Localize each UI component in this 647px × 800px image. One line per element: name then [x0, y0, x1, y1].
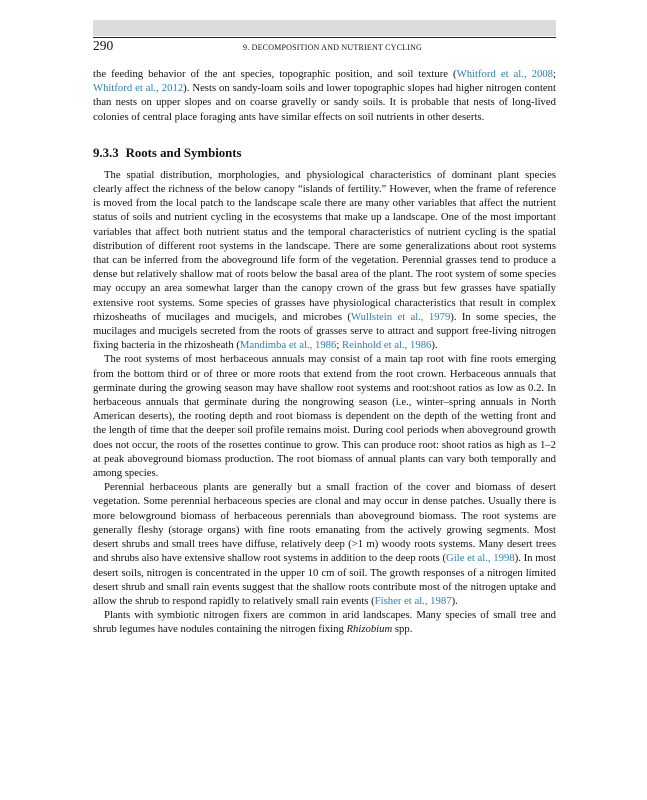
page-number: 290: [93, 38, 114, 53]
text-run: ).: [431, 339, 438, 352]
species-name: Rhizobium: [346, 623, 393, 636]
text-run: spp.: [392, 623, 413, 636]
section-title: Roots and Symbionts: [125, 145, 242, 160]
citation-link[interactable]: Reinhold et al., 1986: [342, 339, 432, 352]
citation-link[interactable]: Gile et al., 1998: [446, 552, 515, 565]
paragraph: [93, 67, 556, 124]
text-run: Plants with symbiotic nitrogen fixers are common in arid landscapes. Many species of small tree and shrub legumes have nodules containing the nitrogen fixing: [93, 609, 556, 636]
text-run: ).: [451, 594, 458, 607]
text-run: ). Nests on sandy-loam soils and lower topographic slopes had higher nitrogen content than nests on upper slopes and on coarse gravelly or sandy soils. It is probable that nests of long-lived colonies of central place foraging ants have similar effects on soil nutrients in other deserts.: [93, 82, 556, 123]
citation-link[interactable]: Whitford et al., 2008: [456, 68, 554, 80]
paragraph: [93, 352, 556, 480]
text-run: The root systems of most herbaceous annuals may consist of a main tap root with fine roots emerging from the bottom third or of three or more roots that extend from the root crown. Herbaceous annuals that germinate during the growing season may have shallow root systems and root:shoot ratios as low as 0.2. In herbaceous annuals that germinate during the nongrowing season (i.e., winter–spring annuals in North American deserts), the rooting depth and root biomass is dependent on the depth of the wetting front and the length of time that the deeper soil profile remains moist. During cool periods when aboveground growth does not occur, the roots of the rosettes continue to grow. This can produce root: shoot ratios as high as 1–2 at peak aboveground biomass production. The root biomass of annual plants can vary both temporally and among species.: [93, 353, 556, 480]
citation-link[interactable]: Fisher et al., 1987: [374, 594, 452, 607]
text-run: Perennial herbaceous plants are generally but a small fraction of the cover and biomass of desert vegetation. Some perennial herbaceous species are clonal and may occur in dense patches. Usually there is more belowground biomass of herbaceous perennials than aboveground biomass. The root systems are generally fleshy (storage organs) with fine roots emanating from the actively growing segments. Most desert shrubs and small trees have diffuse, relatively deep (>1 m) woody roots systems. Many desert trees and shrubs also have extensive shallow root systems in addition to the deep roots (: [93, 481, 556, 565]
section-number: 9.3.3: [93, 145, 119, 160]
page-header: [93, 37, 556, 57]
text-run: ). In some species, the mucilages and mucigels secreted from the roots of grasses serve to attract and support free-living nitrogen fixing bacteria in the rhizosheath (: [93, 310, 556, 352]
text-run: ;: [553, 68, 557, 80]
paragraph: [93, 480, 556, 608]
citation-link[interactable]: Wullstein et al., 1979: [350, 310, 451, 323]
text-run: ). In most desert soils, nitrogen is concentrated in the upper 10 cm of soil. The growth responses of a nitrogen limited desert shrub and small rain events suggest that the shallow roots contribute most of the nitrogen uptake and allow the shrub to respond rapidly to relatively small rain events (: [93, 552, 557, 607]
body-text: [93, 67, 556, 637]
text-run: the feeding behavior of the ant species, topographic position, and soil texture (: [93, 68, 457, 80]
running-head: 9. DECOMPOSITION AND NUTRIENT CYCLING: [243, 43, 423, 52]
header-bar: [93, 20, 556, 36]
section-heading: [93, 145, 556, 161]
paragraph: [93, 608, 556, 636]
citation-link[interactable]: Mandimba et al., 1986: [239, 339, 337, 352]
paragraph: [93, 168, 556, 353]
citation-link[interactable]: Whitford et al., 2012: [93, 82, 184, 95]
text-run: The spatial distribution, morphologies, and physiological characteristics of dominant plant species clearly affect the richness of the below canopy “islands of fertility.” However, when the frame of reference is moved from the local patch to the landscape scale there are many other variables that affect the nutrient status of soils and nutrient cycling in the ecosystems that make up a landscape. One of the most important variables that affect both nutrient status and the temporal characteristics of nutrient cycling is the spatial distribution of different root systems in the landscape. There are some generalizations about root systems that can be inferred from the aboveground life form of the vegetation. Perennial grasses tend to produce a dense but relatively shallow mat of roots below the basal area of the plant. The root system of some species may occupy an area somewhat larger than the canopy crown of the grass but few grasses have spatially extensive root systems. Some species of grasses have physiological characteristics that result in complex rhizosheaths of mucilages and mucigels, and microbes (: [93, 168, 556, 323]
text-run: ;: [336, 339, 343, 352]
